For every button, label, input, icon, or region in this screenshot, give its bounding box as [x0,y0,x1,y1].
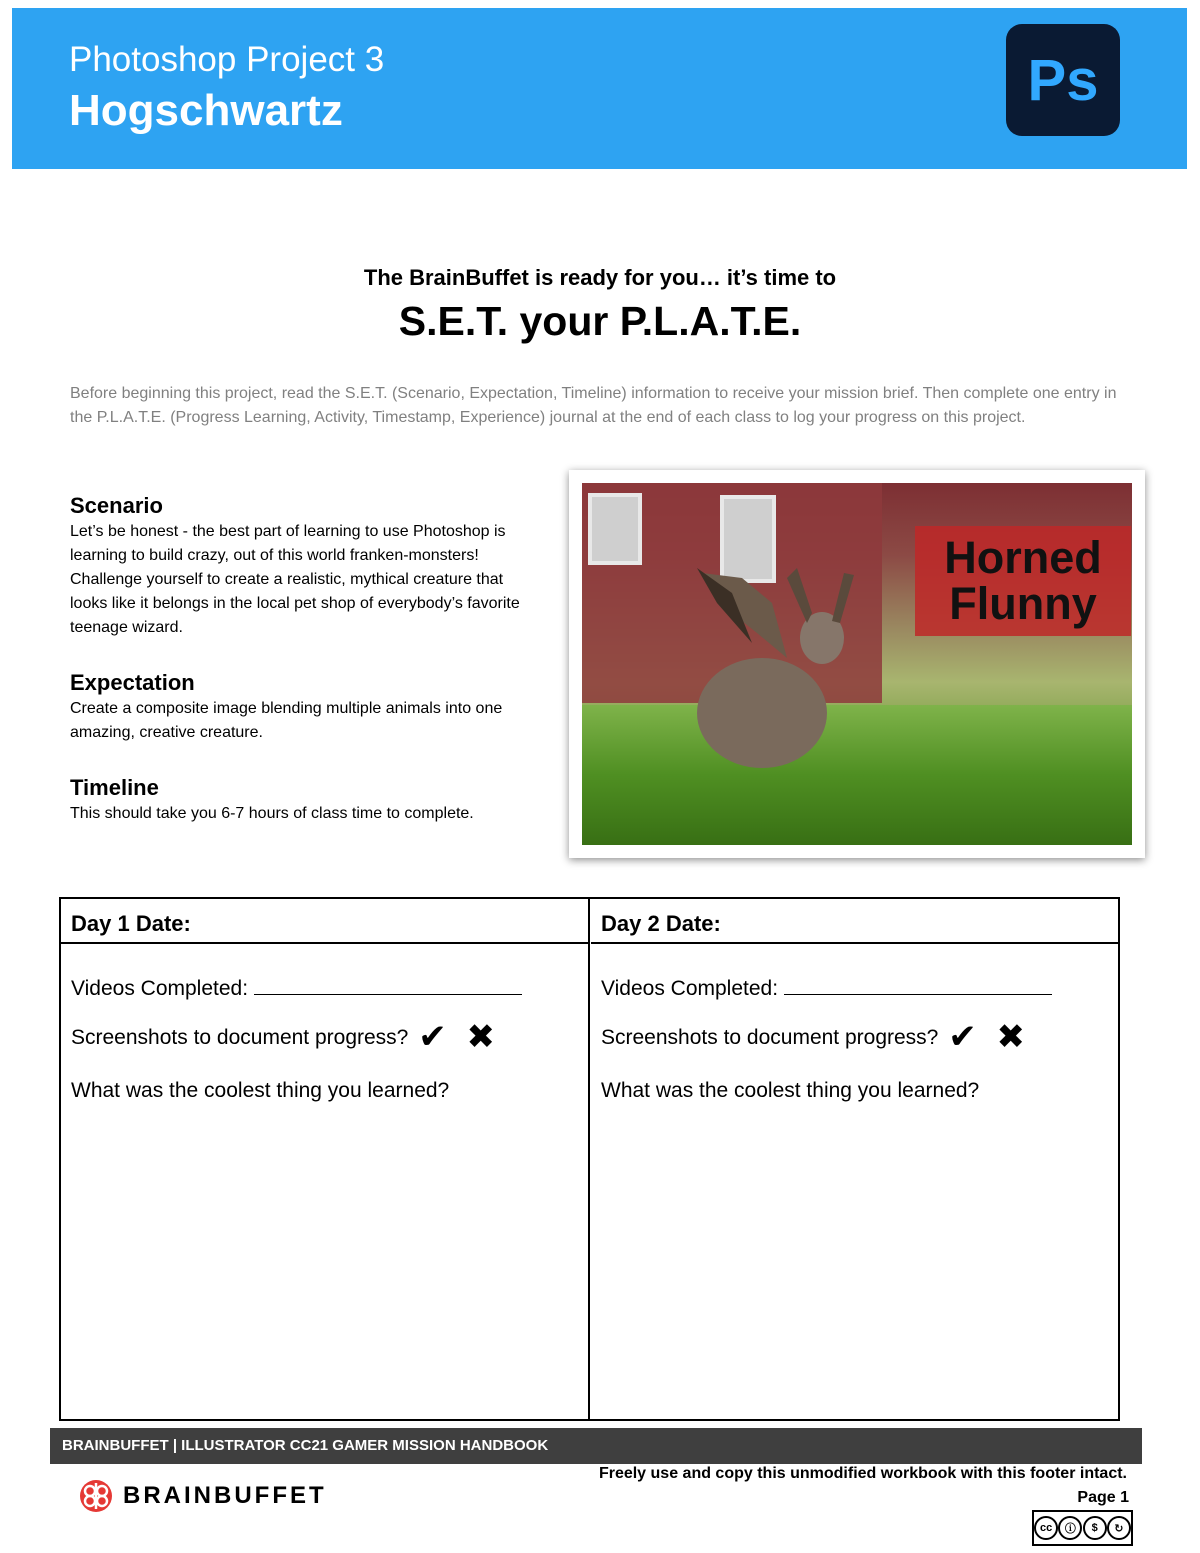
timeline-heading: Timeline [70,775,159,800]
day1-column [61,899,590,1419]
footer-bar: BRAINBUFFET | ILLUSTRATOR CC21 GAMER MISSION HANDBOOK [50,1428,1142,1464]
expectation-body: Create a composite image blending multiple animals into one amazing, creative creature. [70,700,503,741]
page-headline: S.E.T. your P.L.A.T.E. [398,298,802,344]
instructions-paragraph: Before beginning this project, read the S.E.T. (Scenario, Expectation, Timeline) information to receive your mission brief. Then complete one entry in the P.L.A.T.E. (Progress Learning, Activity, Timestamp, Experience) journal at the end of each class to log your progress on this project. [70,385,1117,426]
scenario-section [70,492,540,640]
plate-journal-table [59,897,1120,1421]
intro-lead: The BrainBuffet is ready for you… it’s time to [363,265,837,290]
brand-name: BRAINBUFFET [123,1482,327,1509]
day2-screenshots-row [601,1017,1025,1057]
day1-coolest-label: What was the coolest thing you learned? [71,1079,450,1102]
creative-commons-license-icon [1032,1510,1133,1546]
bunny-body [697,658,827,768]
by-icon: ⓘ [1058,1516,1082,1540]
day1-screenshots-label: Screenshots to document progress? [71,1026,409,1049]
cc-icon: cc [1034,1516,1058,1540]
day2-videos-label: Videos Completed: [601,977,779,1000]
photo-label-line2: Flunny [949,578,1097,629]
photoshop-logo-icon: Ps [1006,24,1120,136]
sa-icon: ↻ [1107,1516,1131,1540]
project-title: Hogschwartz [69,86,343,135]
day1-screenshots-row [71,1017,495,1057]
scenario-body: Let’s be honest - the best part of learning to use Photoshop is learning to build crazy, out of this world franken-monsters! Challenge yourself to create a realistic, mythical creature that looks like it belongs in the local pet shop of everybody’s favorite teenage wizard. [70,523,520,636]
day2-screenshots-label: Screenshots to document progress? [601,1026,939,1049]
timeline-body: This should take you 6-7 hours of class time to complete. [70,805,474,822]
day2-videos-row [601,976,1052,1001]
day1-videos-label: Videos Completed: [71,977,249,1000]
x-icon[interactable]: ✖ [996,1018,1026,1056]
day1-heading: Day 1 Date: [61,899,588,944]
expectation-section [70,669,540,745]
check-icon[interactable]: ✔ [948,1018,977,1056]
day2-videos-input[interactable] [784,976,1052,995]
page-number: Page 1 [1077,1489,1129,1506]
expectation-heading: Expectation [70,670,195,695]
left-antler [787,568,812,623]
x-icon[interactable]: ✖ [466,1018,496,1056]
creature-photo [582,483,1132,845]
timeline-section [70,774,540,826]
creature-photo-frame [569,470,1145,858]
copy-note: Freely use and copy this unmodified workbook with this footer intact. [598,1465,1127,1482]
day2-heading: Day 2 Date: [591,899,1120,944]
brainbuffet-logo-icon [79,1479,113,1513]
day1-videos-row [71,976,522,1001]
check-icon[interactable]: ✔ [418,1018,447,1056]
photo-label [915,526,1131,636]
day1-videos-input[interactable] [254,976,522,995]
day2-coolest-label: What was the coolest thing you learned? [601,1079,980,1102]
brainbuffet-brand [79,1478,327,1514]
scenario-heading: Scenario [70,493,163,518]
project-subtitle: Photoshop Project 3 [69,40,385,79]
nc-icon: $ [1083,1516,1107,1540]
photo-label-line1: Horned [944,532,1102,583]
day2-column [591,899,1120,1419]
right-antler [832,573,854,623]
